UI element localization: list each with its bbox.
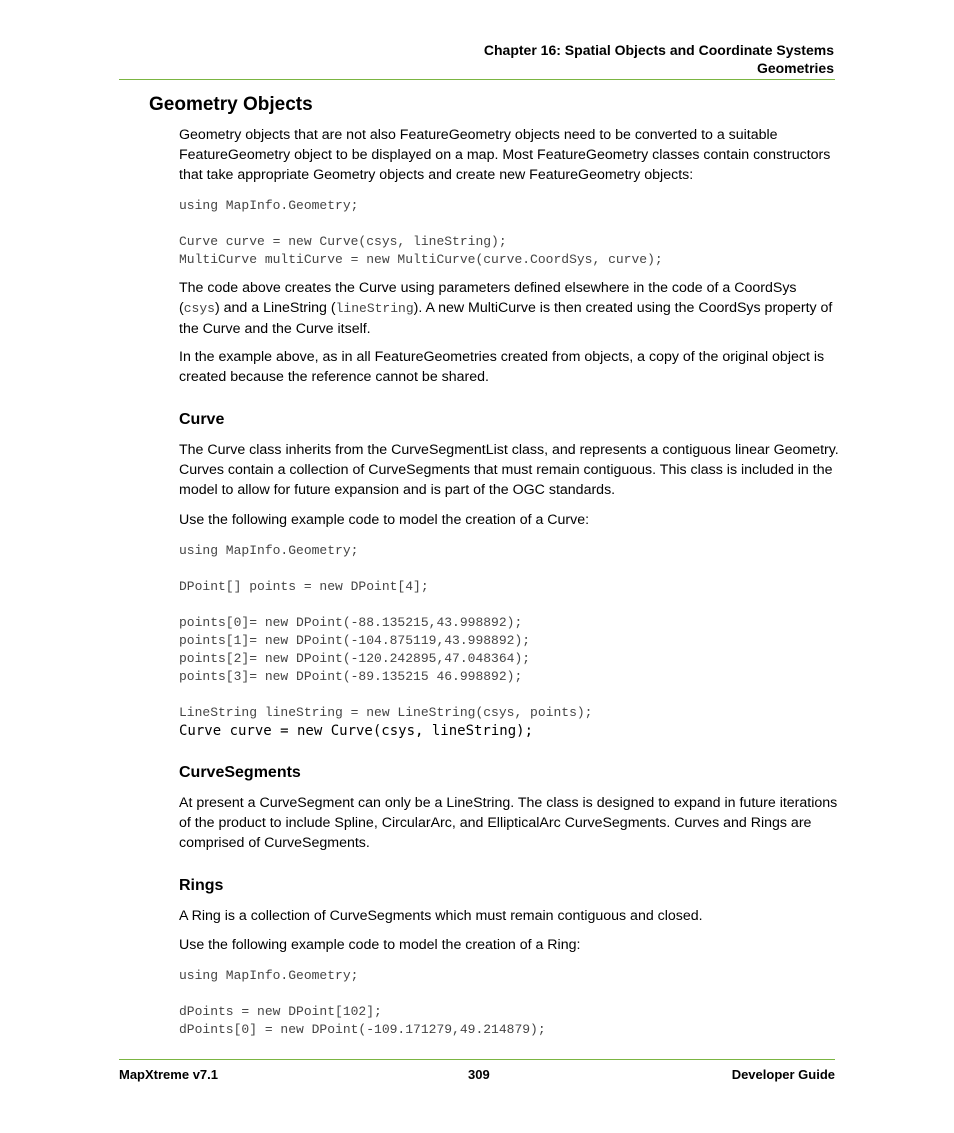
footer-rule (119, 1059, 835, 1060)
header-chapter: Chapter 16: Spatial Objects and Coordinate Systems (483, 42, 834, 58)
curve-example-intro: Use the following example code to model the creation of a Curve: (179, 512, 590, 528)
code-line: LineString lineString = new LineString(csys, points); (179, 705, 593, 720)
code-line: points[1]= new DPoint(-104.875119,43.998892); (179, 633, 531, 648)
code-line: using MapInfo.Geometry; (179, 543, 359, 558)
intro-paragraph: Geometry objects that are not also FeatureGeometry objects need to be converted to a suitable FeatureGeometry object to be displayed on a map. Most FeatureGeometry classes contain constructors that take appropriate Geometry objects and create new FeatureGeometry objects: (179, 127, 831, 183)
code-line: Curve curve = new Curve(csys, lineString); (179, 723, 534, 739)
code-line: points[2]= new DPoint(-120.242895,47.048364); (179, 651, 531, 666)
code-line: using MapInfo.Geometry; (179, 968, 359, 983)
text-run: The code above creates the Curve using parameters defined elsewhere in the code of a CoordSys ( (179, 280, 797, 316)
code-line: points[3]= new DPoint(-89.135215 46.998892); (179, 669, 523, 684)
text-run: ) and a LineString ( (214, 300, 336, 316)
section-heading-rings: Rings (179, 877, 224, 894)
code-line: dPoints = new DPoint[102]; (179, 1004, 382, 1019)
rings-example-intro: Use the following example code to model the creation of a Ring: (179, 937, 581, 953)
explanation-paragraph (179, 278, 839, 339)
header-section: Geometries (756, 60, 834, 76)
inline-code: csys (183, 301, 215, 316)
code-line: points[0]= new DPoint(-88.135215,43.998892); (179, 615, 523, 630)
inline-code: lineString (335, 301, 414, 316)
header-rule (119, 79, 835, 80)
page-number: 309 (468, 1067, 490, 1082)
code-line: using MapInfo.Geometry; (179, 198, 359, 213)
code-line: MultiCurve multiCurve = new MultiCurve(curve.CoordSys, curve); (179, 252, 663, 267)
section-heading-curve: Curve (179, 411, 225, 428)
code-line: DPoint[] points = new DPoint[4]; (179, 579, 429, 594)
text-run: ). A new MultiCurve is then created using the CoordSys property of the Curve and the Curve itself. (179, 300, 833, 337)
section-heading-curvesegments: CurveSegments (179, 764, 301, 781)
footer-product: MapXtreme v7.1 (119, 1067, 218, 1082)
curve-description: The Curve class inherits from the CurveSegmentList class, and represents a contiguous linear Geometry. Curves contain a collection of CurveSegments that must remain contiguous. This class is included in the model to allow for future expansion and is part of the OGC standards. (179, 442, 839, 498)
code-line: Curve curve = new Curve(csys, lineString); (179, 234, 507, 249)
page-title: Geometry Objects (149, 94, 313, 115)
footer-guide: Developer Guide (731, 1067, 835, 1082)
code-line: dPoints[0] = new DPoint(-109.171279,49.214879); (179, 1022, 546, 1037)
curvesegments-description: At present a CurveSegment can only be a LineString. The class is designed to expand in future iterations of the product to include Spline, CircularArc, and EllipticalArc CurveSegments. Curves and Rings are comprised of CurveSegments. (179, 795, 838, 851)
reference-paragraph: In the example above, as in all FeatureGeometries created from objects, a copy of the original object is created because the reference cannot be shared. (179, 349, 825, 385)
rings-description: A Ring is a collection of CurveSegments which must remain contiguous and closed. (179, 908, 703, 924)
